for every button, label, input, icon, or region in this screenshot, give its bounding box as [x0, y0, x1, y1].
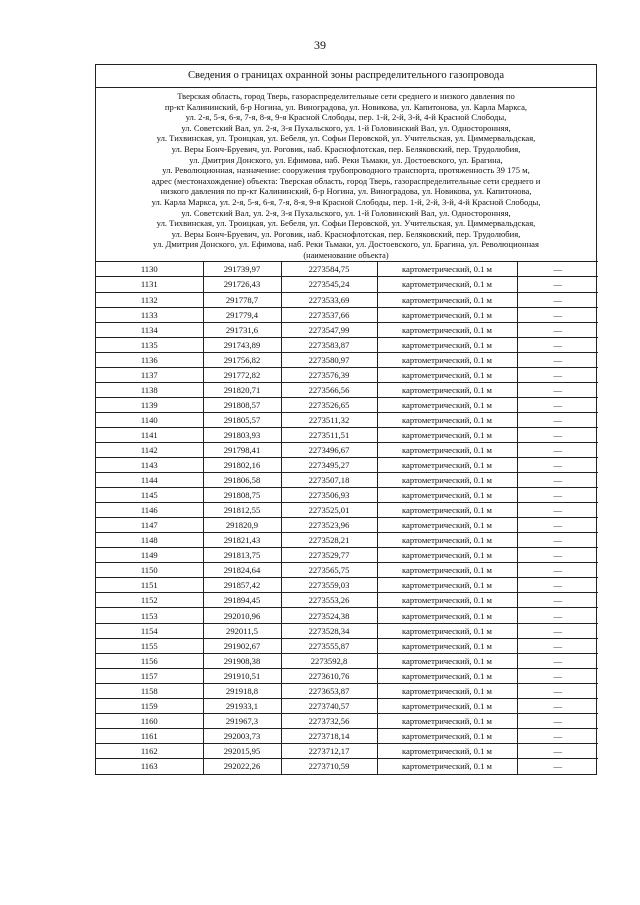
y-coordinate: 2273583,87	[281, 337, 377, 352]
y-coordinate: 2273732,56	[281, 713, 377, 728]
table-row	[96, 442, 598, 457]
point-number: 1155	[96, 638, 203, 653]
point-number: 1152	[96, 593, 203, 608]
point-number: 1135	[96, 337, 203, 352]
y-coordinate: 2273712,17	[281, 743, 377, 758]
determination-method: картометрический, 0.1 м	[377, 548, 517, 563]
accuracy-note: —	[517, 503, 598, 518]
x-coordinate: 292011,5	[203, 623, 281, 638]
table-row	[96, 458, 598, 473]
x-coordinate: 291967,3	[203, 713, 281, 728]
description-line: ул. Дмитрия Донского, ул. Ефимова, наб. Реки Тьмаки, ул. Достоевского, ул. Брагина,	[189, 154, 503, 165]
zone-boundary-document	[95, 64, 597, 775]
table-row	[96, 758, 598, 773]
y-coordinate: 2273525,01	[281, 503, 377, 518]
point-number: 1157	[96, 668, 203, 683]
description-line: ул. Карла Маркса, ул. 2-я, 5-я, 6-я, 7-я, 8-я, 9-я Красной Слободы, пер. 1-й, 2-й, 3-й, 4-й Красной Слободы,	[151, 196, 541, 207]
point-number: 1136	[96, 352, 203, 367]
accuracy-note: —	[517, 758, 598, 773]
y-coordinate: 2273526,65	[281, 397, 377, 412]
accuracy-note: —	[517, 698, 598, 713]
y-coordinate: 2273710,59	[281, 758, 377, 773]
y-coordinate: 2273653,87	[281, 683, 377, 698]
point-number: 1134	[96, 322, 203, 337]
point-number: 1150	[96, 563, 203, 578]
determination-method: картометрический, 0.1 м	[377, 322, 517, 337]
y-coordinate: 2273524,38	[281, 608, 377, 623]
point-number: 1161	[96, 728, 203, 743]
table-row	[96, 277, 598, 292]
y-coordinate: 2273555,87	[281, 638, 377, 653]
determination-method: картометрический, 0.1 м	[377, 698, 517, 713]
accuracy-note: —	[517, 292, 598, 307]
point-number: 1144	[96, 473, 203, 488]
accuracy-note: —	[517, 533, 598, 548]
description-line: адрес (местонахождение) объекта: Тверская область, город Тверь, газораспределительные сети среднего и	[151, 175, 541, 186]
point-number: 1132	[96, 292, 203, 307]
y-coordinate: 2273610,76	[281, 668, 377, 683]
x-coordinate: 291756,82	[203, 352, 281, 367]
determination-method: картометрический, 0.1 м	[377, 307, 517, 322]
x-coordinate: 291779,4	[203, 307, 281, 322]
table-row	[96, 548, 598, 563]
x-coordinate: 291813,75	[203, 548, 281, 563]
accuracy-note: —	[517, 518, 598, 533]
x-coordinate: 291820,9	[203, 518, 281, 533]
table-row	[96, 713, 598, 728]
table-row	[96, 668, 598, 683]
x-coordinate: 291778,7	[203, 292, 281, 307]
point-number: 1160	[96, 713, 203, 728]
y-coordinate: 2273576,39	[281, 367, 377, 382]
accuracy-note: —	[517, 397, 598, 412]
accuracy-note: —	[517, 638, 598, 653]
table-row	[96, 578, 598, 593]
accuracy-note: —	[517, 608, 598, 623]
x-coordinate: 291824,64	[203, 563, 281, 578]
accuracy-note: —	[517, 337, 598, 352]
y-coordinate: 2273718,14	[281, 728, 377, 743]
table-row	[96, 488, 598, 503]
accuracy-note: —	[517, 593, 598, 608]
description-line: ул. Тихвинская, ул. Троицкая, ул. Бебеля, ул. Софьи Перовской, ул. Учительская, ул. Циммервальдская,	[156, 218, 536, 229]
coordinates-table	[96, 261, 598, 773]
x-coordinate: 291918,8	[203, 683, 281, 698]
x-coordinate: 291820,71	[203, 382, 281, 397]
determination-method: картометрический, 0.1 м	[377, 578, 517, 593]
point-number: 1149	[96, 548, 203, 563]
x-coordinate: 291808,57	[203, 397, 281, 412]
table-row	[96, 292, 598, 307]
point-number: 1153	[96, 608, 203, 623]
point-number: 1162	[96, 743, 203, 758]
table-row	[96, 322, 598, 337]
determination-method: картометрический, 0.1 м	[377, 503, 517, 518]
accuracy-note: —	[517, 412, 598, 427]
accuracy-note: —	[517, 728, 598, 743]
y-coordinate: 2273495,27	[281, 458, 377, 473]
accuracy-note: —	[517, 473, 598, 488]
accuracy-note: —	[517, 623, 598, 638]
table-row	[96, 397, 598, 412]
accuracy-note: —	[517, 322, 598, 337]
table-row	[96, 743, 598, 758]
y-coordinate: 2273537,66	[281, 307, 377, 322]
x-coordinate: 292010,96	[203, 608, 281, 623]
y-coordinate: 2273511,51	[281, 427, 377, 442]
point-number: 1133	[96, 307, 203, 322]
x-coordinate: 292003,73	[203, 728, 281, 743]
table-row	[96, 518, 598, 533]
point-number: 1131	[96, 277, 203, 292]
x-coordinate: 291910,51	[203, 668, 281, 683]
table-row	[96, 337, 598, 352]
x-coordinate: 292015,95	[203, 743, 281, 758]
point-number: 1145	[96, 488, 203, 503]
description-line: ул. Веры Бонч-Бруевич, ул. Роговик, наб. Краснофлотская, пер. Беляковский, пер. Трудолюбия,	[171, 143, 521, 154]
determination-method: картометрический, 0.1 м	[377, 427, 517, 442]
point-number: 1141	[96, 427, 203, 442]
table-row	[96, 503, 598, 518]
table-row	[96, 683, 598, 698]
accuracy-note: —	[517, 277, 598, 292]
determination-method: картометрический, 0.1 м	[377, 412, 517, 427]
table-row	[96, 367, 598, 382]
accuracy-note: —	[517, 442, 598, 457]
determination-method: картометрический, 0.1 м	[377, 668, 517, 683]
table-row	[96, 593, 598, 608]
x-coordinate: 291933,1	[203, 698, 281, 713]
table-row	[96, 307, 598, 322]
document-title: Сведения о границах охранной зоны распределительного газопровода	[96, 65, 596, 88]
determination-method: картометрический, 0.1 м	[377, 337, 517, 352]
y-coordinate: 2273547,99	[281, 322, 377, 337]
point-number: 1130	[96, 262, 203, 277]
x-coordinate: 291812,55	[203, 503, 281, 518]
point-number: 1137	[96, 367, 203, 382]
table-row	[96, 698, 598, 713]
description-line: пр-кт Калининский, б-р Ногина, ул. Виноградова, ул. Новикова, ул. Капитонова, ул. Карла Маркса,	[164, 101, 528, 112]
determination-method: картометрический, 0.1 м	[377, 608, 517, 623]
accuracy-note: —	[517, 427, 598, 442]
description-line: Тверская область, город Тверь, газораспределительные сети среднего и низкого давления по	[177, 91, 515, 101]
x-coordinate: 291731,6	[203, 322, 281, 337]
determination-method: картометрический, 0.1 м	[377, 758, 517, 773]
description-line: ул. Советский Вал, ул. 2-я, 3-я Пухальского, ул. 1-й Головинский Вал, ул. Односторонняя,	[181, 207, 511, 218]
x-coordinate: 291857,42	[203, 578, 281, 593]
accuracy-note: —	[517, 382, 598, 397]
x-coordinate: 291726,43	[203, 277, 281, 292]
x-coordinate: 291908,38	[203, 653, 281, 668]
x-coordinate: 291743,89	[203, 337, 281, 352]
point-number: 1158	[96, 683, 203, 698]
accuracy-note: —	[517, 262, 598, 277]
object-description	[96, 88, 596, 251]
determination-method: картометрический, 0.1 м	[377, 683, 517, 698]
table-row	[96, 623, 598, 638]
y-coordinate: 2273533,69	[281, 292, 377, 307]
table-row	[96, 473, 598, 488]
point-number: 1154	[96, 623, 203, 638]
accuracy-note: —	[517, 488, 598, 503]
determination-method: картометрический, 0.1 м	[377, 488, 517, 503]
x-coordinate: 291739,97	[203, 262, 281, 277]
point-number: 1163	[96, 758, 203, 773]
x-coordinate: 291772,82	[203, 367, 281, 382]
y-coordinate: 2273511,32	[281, 412, 377, 427]
determination-method: картометрический, 0.1 м	[377, 277, 517, 292]
determination-method: картометрический, 0.1 м	[377, 623, 517, 638]
description-line: ул. Веры Бонч-Бруевич, ул. Роговик, наб. Краснофлотская, пер. Беляковский, пер. Трудолюбия,	[171, 228, 521, 239]
determination-method: картометрический, 0.1 м	[377, 262, 517, 277]
description-line: ул. Дмитрия Донского, ул. Ефимова, наб. Реки Тьмаки, ул. Достоевского, ул. Брагина, ул. Революционная	[153, 239, 539, 250]
table-row	[96, 728, 598, 743]
determination-method: картометрический, 0.1 м	[377, 638, 517, 653]
point-number: 1142	[96, 442, 203, 457]
table-row	[96, 563, 598, 578]
x-coordinate: 291894,45	[203, 593, 281, 608]
accuracy-note: —	[517, 367, 598, 382]
determination-method: картометрический, 0.1 м	[377, 653, 517, 668]
y-coordinate: 2273523,96	[281, 518, 377, 533]
y-coordinate: 2273528,21	[281, 533, 377, 548]
y-coordinate: 2273545,24	[281, 277, 377, 292]
x-coordinate: 291805,57	[203, 412, 281, 427]
y-coordinate: 2273565,75	[281, 563, 377, 578]
page-number: 39	[314, 38, 326, 52]
determination-method: картометрический, 0.1 м	[377, 728, 517, 743]
description-line: ул. 2-я, 5-я, 6-я, 7-я, 8-я, 9-я Красной Слободы, пер. 1-й, 2-й, 3-й, 4-й Красной Слободы,	[185, 112, 507, 123]
x-coordinate: 291806,58	[203, 473, 281, 488]
point-number: 1147	[96, 518, 203, 533]
description-line: ул. Революционная, назначение: сооружения трубопроводного транспорта, протяженность 39 175 м,	[162, 165, 530, 176]
point-number: 1159	[96, 698, 203, 713]
y-coordinate: 2273507,18	[281, 473, 377, 488]
determination-method: картометрический, 0.1 м	[377, 397, 517, 412]
y-coordinate: 2273592,8	[281, 653, 377, 668]
point-number: 1148	[96, 533, 203, 548]
y-coordinate: 2273553,26	[281, 593, 377, 608]
y-coordinate: 2273559,03	[281, 578, 377, 593]
determination-method: картометрический, 0.1 м	[377, 442, 517, 457]
determination-method: картометрический, 0.1 м	[377, 367, 517, 382]
y-coordinate: 2273566,56	[281, 382, 377, 397]
determination-method: картометрический, 0.1 м	[377, 382, 517, 397]
determination-method: картометрический, 0.1 м	[377, 473, 517, 488]
determination-method: картометрический, 0.1 м	[377, 563, 517, 578]
description-line: низкого давления по пр-кт Калининский, б-р Ногина, ул. Виноградова, ул. Новикова, ул. Капитонова,	[160, 186, 532, 197]
x-coordinate: 292022,26	[203, 758, 281, 773]
determination-method: картометрический, 0.1 м	[377, 533, 517, 548]
table-row	[96, 352, 598, 367]
x-coordinate: 291808,75	[203, 488, 281, 503]
determination-method: картометрический, 0.1 м	[377, 518, 517, 533]
y-coordinate: 2273529,77	[281, 548, 377, 563]
table-row	[96, 533, 598, 548]
point-number: 1146	[96, 503, 203, 518]
y-coordinate: 2273740,57	[281, 698, 377, 713]
y-coordinate: 2273496,67	[281, 442, 377, 457]
x-coordinate: 291902,67	[203, 638, 281, 653]
table-row	[96, 262, 598, 277]
point-number: 1139	[96, 397, 203, 412]
description-line: ул. Советский Вал, ул. 2-я, 3-я Пухальского, ул. 1-й Головинский Вал, ул. Односторонняя,	[181, 122, 511, 133]
determination-method: картометрический, 0.1 м	[377, 713, 517, 728]
table-row	[96, 412, 598, 427]
accuracy-note: —	[517, 713, 598, 728]
x-coordinate: 291821,43	[203, 533, 281, 548]
accuracy-note: —	[517, 668, 598, 683]
table-row	[96, 638, 598, 653]
accuracy-note: —	[517, 352, 598, 367]
x-coordinate: 291803,93	[203, 427, 281, 442]
determination-method: картометрический, 0.1 м	[377, 292, 517, 307]
accuracy-note: —	[517, 578, 598, 593]
determination-method: картометрический, 0.1 м	[377, 458, 517, 473]
accuracy-note: —	[517, 458, 598, 473]
accuracy-note: —	[517, 307, 598, 322]
determination-method: картометрический, 0.1 м	[377, 743, 517, 758]
table-row	[96, 653, 598, 668]
accuracy-note: —	[517, 683, 598, 698]
table-row	[96, 608, 598, 623]
accuracy-note: —	[517, 563, 598, 578]
point-number: 1138	[96, 382, 203, 397]
determination-method: картометрический, 0.1 м	[377, 352, 517, 367]
x-coordinate: 291802,16	[203, 458, 281, 473]
point-number: 1151	[96, 578, 203, 593]
point-number: 1140	[96, 412, 203, 427]
table-row	[96, 382, 598, 397]
accuracy-note: —	[517, 743, 598, 758]
accuracy-note: —	[517, 548, 598, 563]
y-coordinate: 2273528,34	[281, 623, 377, 638]
accuracy-note: —	[517, 653, 598, 668]
table-row	[96, 427, 598, 442]
y-coordinate: 2273580,97	[281, 352, 377, 367]
description-line: ул. Тихвинская, ул. Троицкая, ул. Бебеля, ул. Софьи Перовской, ул. Учительская, ул. Циммервальдская,	[156, 133, 536, 144]
point-number: 1143	[96, 458, 203, 473]
y-coordinate: 2273506,93	[281, 488, 377, 503]
x-coordinate: 291798,41	[203, 442, 281, 457]
determination-method: картометрический, 0.1 м	[377, 593, 517, 608]
point-number: 1156	[96, 653, 203, 668]
y-coordinate: 2273584,75	[281, 262, 377, 277]
object-name-caption: (наименование объекта)	[303, 250, 389, 260]
